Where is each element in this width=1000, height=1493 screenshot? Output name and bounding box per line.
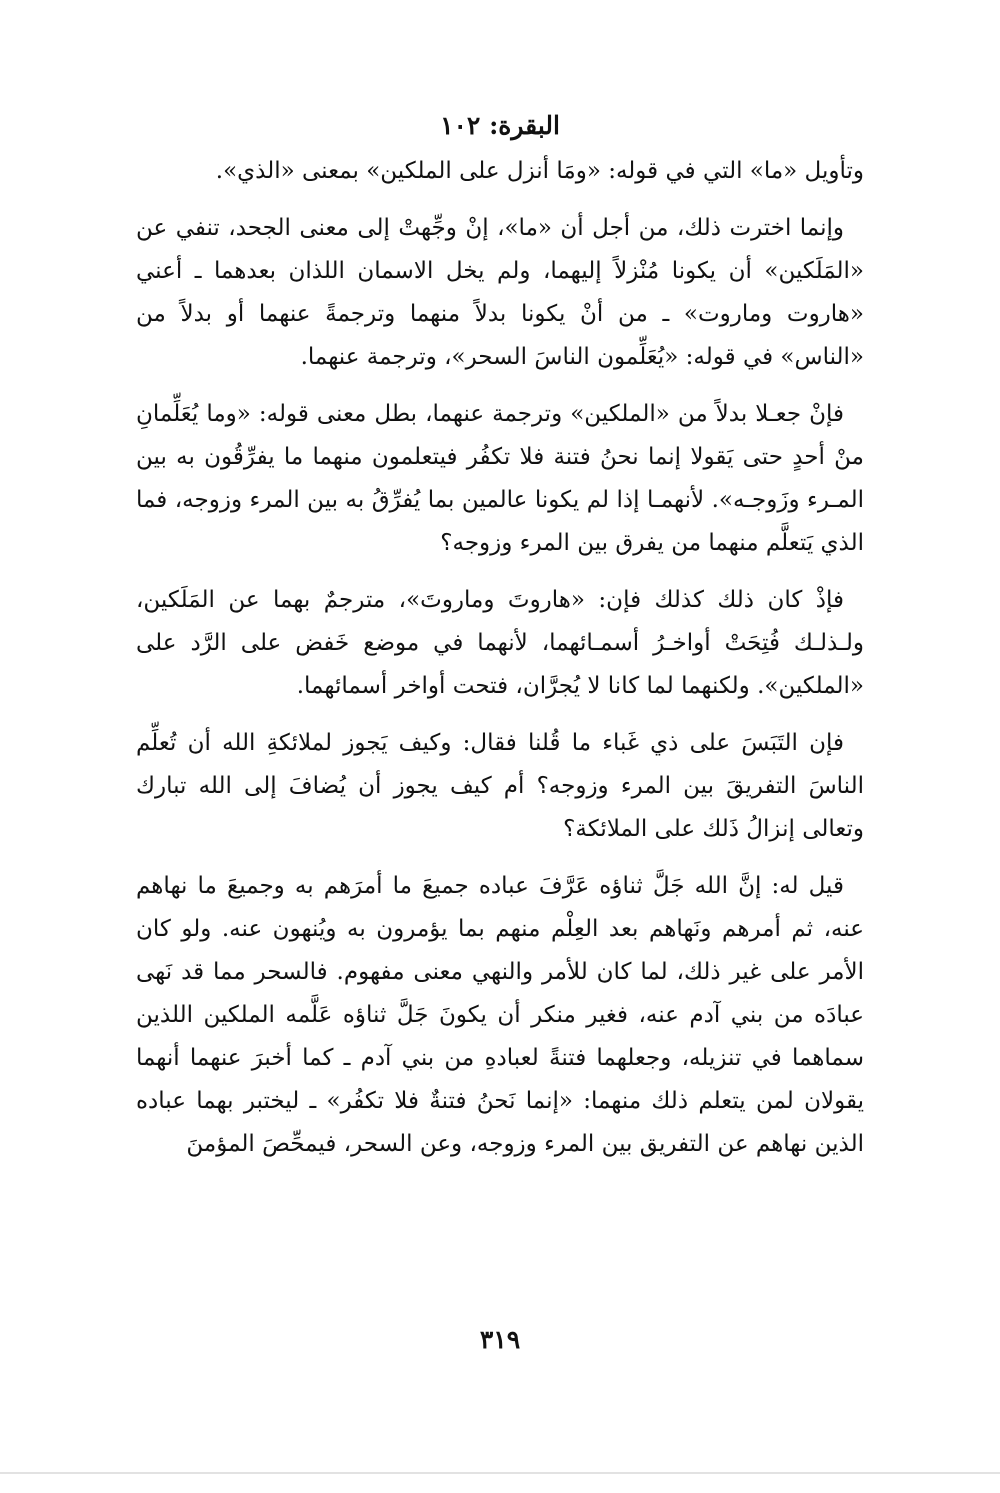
paragraph-2: وإنما اخترت ذلك، من أجل أن «ما»، إنْ وجِّهتْ إلى معنى الجحد، تنفي عن «المَلَكين» أن يكونا مُنْزلاً إليهما، ولم يخل الاسمان اللذان بعدهما ـ أعني «هاروت وماروت» ـ من أنْ يكونا بدلاً منهما وترجمةً عنهما أو بدلاً من «الناس» في قوله: «يُعَلِّمون الناسَ السحر»، وترجمة عنهما. [136,215,864,370]
paragraph-1: وتأويل «ما» التي في قوله: «ومَا أنزل على الملكين» بمعنى «الذي». [215,158,864,184]
running-header: البقرة: ١٠٢ [440,111,560,140]
paragraph-4: فإذْ كان ذلك كذلك فإن: «هاروتَ وماروتَ»، مترجمٌ بهما عن المَلَكين، ولـذلـك فُتِحَتْ أواخـرُ أسمـائهما، لأنهما في موضع خَفض على الرَّد على «الملكين». ولكنهما لما كانا لا يُجرَّان، فتحت أواخر أسمائهما. [136,587,864,699]
page-number: ٣١٩ [479,1325,521,1354]
page-edge-divider [0,1472,1000,1474]
paragraph-5: فإن التَبَسَ على ذي غَباء ما قُلنا فقال: وكيف يَجوز لملائكةِ الله أن تُعلِّم الناسَ التفريقَ بين المرء وزوجه؟ أم كيف يجوز أن يُضافَ إلى الله تبارك وتعالى إنزالُ ذَلك على الملائكة؟ [136,730,864,842]
body-text [136,150,864,1166]
paragraph-6: قيل له: إنَّ الله جَلَّ ثناؤه عَرَّفَ عباده جميعَ ما أمرَهم به وجميعَ ما نهاهم عنه، ثم أمرهم ونَهاهم بعد العِلْم منهم بما يؤمرون به ويُنهون عنه. ولو كان الأمر على غير ذلك، لما كان للأمر والنهي معنى مفهوم. فالسحر مما قد نَهى عبادَه من بني آدم عنه، فغير منكر أن يكونَ جَلَّ ثناؤه عَلَّمه الملكين اللذين سماهما في تنزيله، وجعلهما فتنةً لعبادهِ من بني آدم ـ كما أخبرَ عنهما أنهما يقولان لمن يتعلم ذلك منهما: «إنما نَحنُ فتنةٌ فلا تكفُر» ـ ليختبر بهما عباده الذين نهاهم عن التفريق بين المرء وزوجه، وعن السحر، فيمحِّصَ المؤمنَ [136,873,864,1157]
paragraph-3: فإنْ جعـلا بدلاً من «الملكين» وترجمة عنهما، بطل معنى قوله: «وما يُعَلِّمانِ منْ أحدٍ حتى يَقولا إنما نحنُ فتنة فلا تكفُر فيتعلمون منهما ما يفرِّقُون به بين المـرء وزَوجـه». لأنهمـا إذا لم يكونا عالمين بما يُفرِّقُ به بين المرء وزوجه، فما الذي يَتعلَّم منهما من يفرق بين المرء وزوجه؟ [136,401,864,556]
